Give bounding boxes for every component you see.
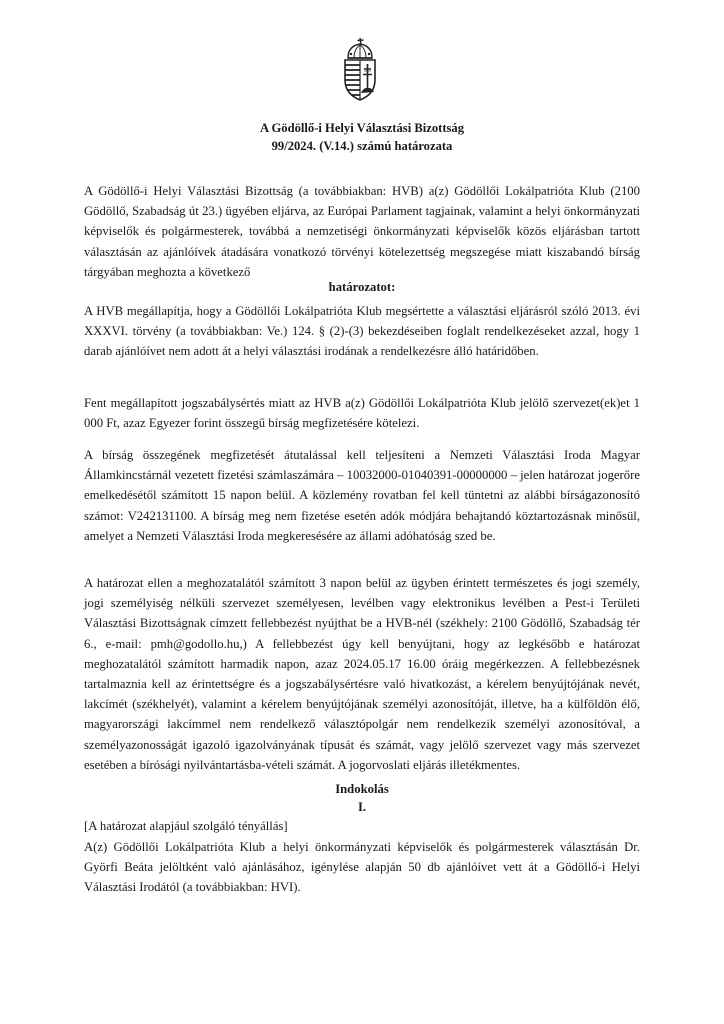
payment-paragraph: A bírság összegének megfizetését átutalással kell teljesíteni a Nemzeti Választási Iroda Magyar Államkincstárnál vezetett fizetési számlaszámára – 10032000-01040391-00000000 – jelen határozat jogerőre emelkedésétől számított 15 napon belül. A közlemény rovatban fel kell tüntetni az alábbi bírságazonosító számot: V242131100. A bírság meg nem fizetése esetén adók módjára behajtandó köztartozásnak minősül, amelyet a Nemzeti Választási Iroda megkeresésére az állami adóhatóság szed be. [84,448,640,543]
fine-paragraph: Fent megállapított jogszabálysértés miatt az HVB a(z) Gödöllői Lokálpatrióta Klub jelölő szervezet(ek)et 1 000 Ft, azaz Egyezer forint összegű bírság megfizetésére kötelezi. [84,396,640,431]
document-title: A Gödöllő-i Helyi Választási Bizottság [259,121,465,135]
resolution-number: 99/2024. (V.14.) számú határozata [271,139,453,153]
appeal-paragraph: A határozat ellen a meghozatalától számított 3 napon belül az ügyben érintett természetes és jogi személy, jogi személyiség nélküli szervezet személyesen, levélben vagy elektronikus levélben a Pest-i Területi Választási Bizottságnak címzett fellebbezést nyújthat be a HVB-nél (székhely: 2100 Gödöllő, Szabadság tér 6., e-mail: pmh@godollo.hu,) A fellebbezést úgy kell benyújtani, hogy az legkésőbb e határozat meghozatalától számított harmadik napon, azaz 2024.05.17 16.00 óráig megérkezzen. A fellebbezésnek tartalmaznia kell az érintettségre és a jogszabálysértésre való hivatkozást, a kérelem benyújtójának nevét, lakcímét (székhelyét), valamint a kérelem benyújtójának személyi azonosítóját, illetve, ha a külföldön élő, magyarországi lakcímmel nem rendelkező választópolgár nem rendelkezik személyi azonosítóval, a személyazonosságát igazoló igazolványának típusát és számát, vagy jelölő szervezet vagy más szervezet esetében a bírósági nyilvántartásba-vételi számát. A jogorvoslati eljárás illetékmentes. [84,576,640,772]
decision-heading: határozatot: [328,280,396,294]
hungarian-coat-of-arms-icon [334,36,386,104]
reasoning-subheading: [A határozat alapjául szolgáló tényállás] [84,819,288,833]
reasoning-heading: Indokolás [335,782,389,796]
reasoning-paragraph: A(z) Gödöllői Lokálpatrióta Klub a helyi önkormányzati képviselők és polgármesterek választásán Dr. Györfi Beáta jelöltként való ajánlásához, igénylése alapján 50 db ajánlóívet vett át a Gödöllő-i Helyi Választási Irodától (a továbbiakban: HVI). [84,840,640,895]
section-number: I. [357,800,367,814]
intro-paragraph: A Gödöllő-i Helyi Választási Bizottság (a továbbiakban: HVB) a(z) Gödöllői Lokálpatrióta Klub (2100 Gödöllő, Szabadság út 23.) ügyében eljárva, az Európai Parlament tagjainak, valamint a helyi önkormányzati képviselők és polgármesterek, továbbá a nemzetiségi önkormányzati képviselők közös eljárásban tartott választásán az ajánlóívek átadására vonatkozó törvényi kötelezettség megszegése miatt kiszabandó bírság tárgyában meghozta a következő [84,184,640,279]
finding-paragraph: A HVB megállapítja, hogy a Gödöllői Lokálpatrióta Klub megsértette a választási eljárásról szóló 2013. évi XXXVI. törvény (a továbbiakban: Ve.) 124. § (2)-(3) bekezdéseiben foglalt rendelkezéseket azzal, hogy 1 darab ajánlóívet nem adott át a helyi választási irodának a rendelkezésre álló határidőben. [84,304,640,359]
